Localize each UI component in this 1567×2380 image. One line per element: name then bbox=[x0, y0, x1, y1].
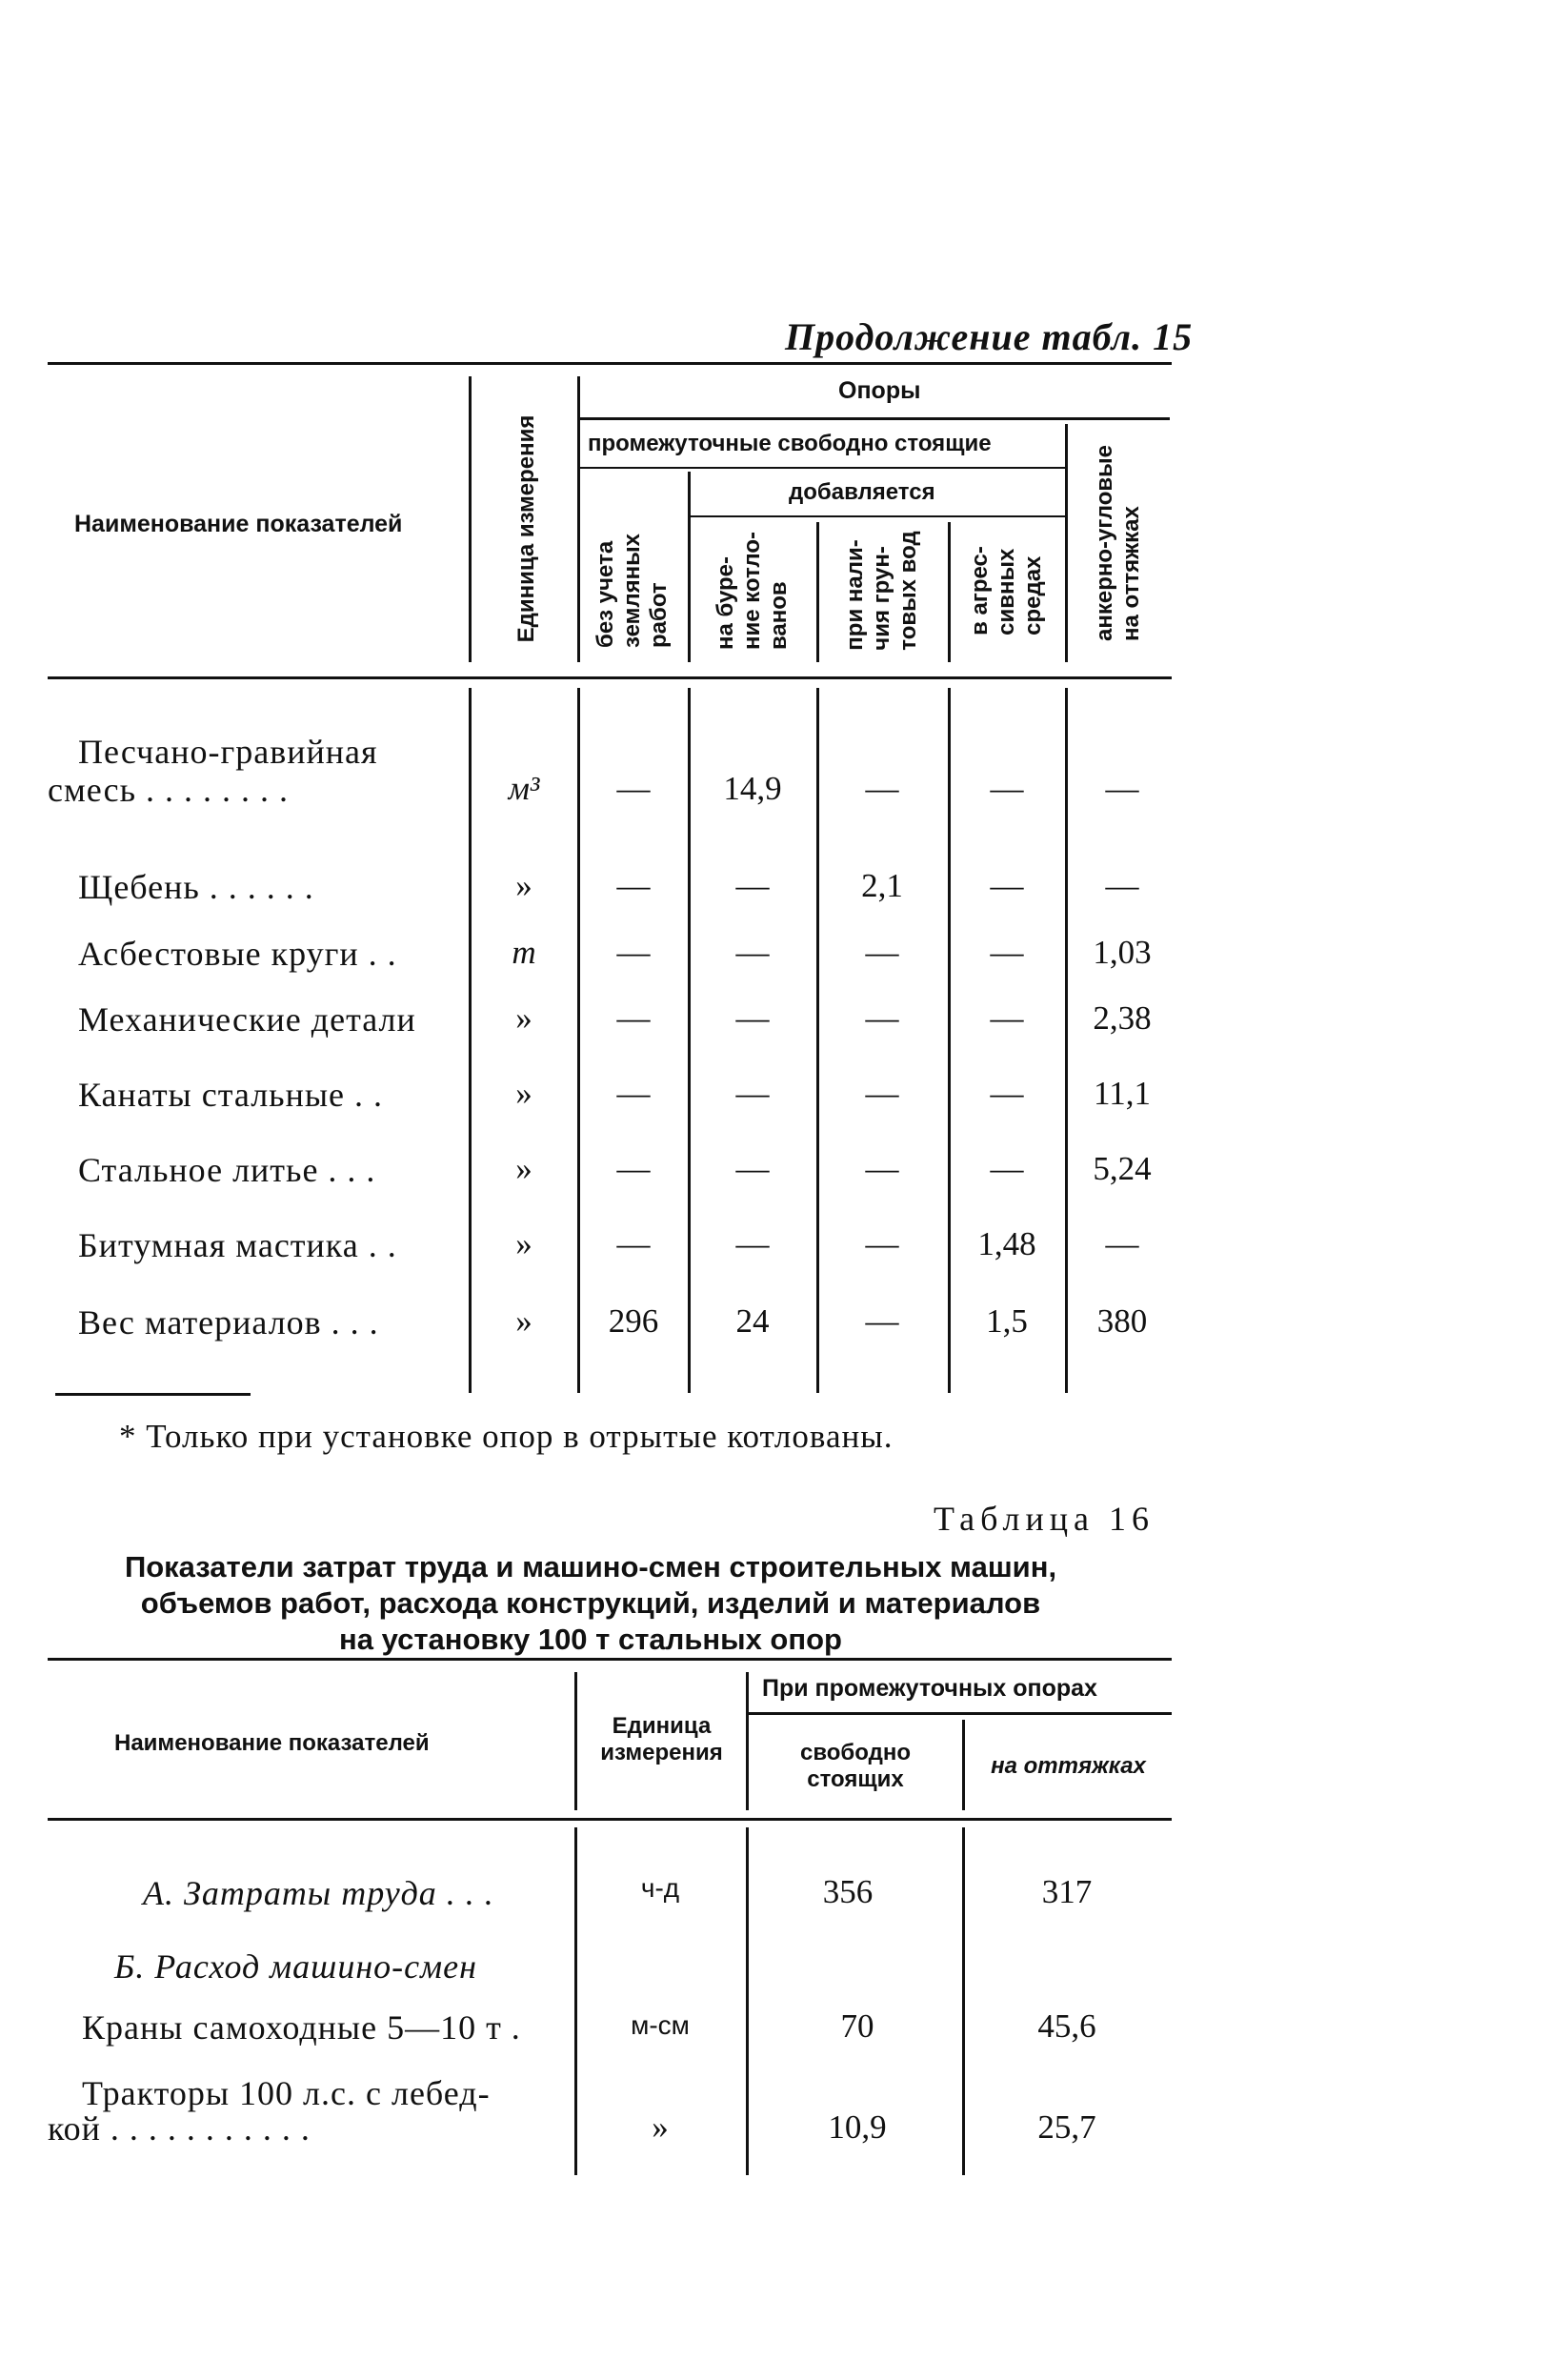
cell: — bbox=[616, 770, 651, 807]
cell: 14,9 bbox=[723, 770, 782, 807]
header-guyed: на оттяжках bbox=[991, 1753, 1146, 1779]
header-intermediate: При промежуточных опорах bbox=[762, 1675, 1097, 1702]
cell-unit: » bbox=[515, 867, 532, 904]
cell: — bbox=[616, 867, 651, 904]
header-vline bbox=[1065, 424, 1068, 662]
footnote-rule bbox=[55, 1393, 251, 1396]
cell: — bbox=[616, 999, 651, 1037]
row-label: Краны самоходные 5—10 т . bbox=[82, 2008, 521, 2047]
cell: — bbox=[990, 1075, 1024, 1112]
cell: — bbox=[865, 934, 899, 971]
cell-unit: » bbox=[515, 1302, 532, 1340]
cell: — bbox=[735, 1075, 770, 1112]
cell-unit: м-см bbox=[631, 2010, 690, 2040]
cell-unit: т bbox=[512, 934, 536, 971]
header-supports: Опоры bbox=[838, 377, 921, 404]
row-label: Асбестовые круги . . bbox=[78, 935, 397, 973]
cell: — bbox=[865, 1225, 899, 1262]
row-label: Стальное литье . . . bbox=[78, 1151, 376, 1189]
cell: — bbox=[616, 1225, 651, 1262]
body-vline bbox=[948, 688, 951, 1393]
row-label: кой . . . . . . . . . . . bbox=[48, 2109, 311, 2148]
cell: — bbox=[865, 1150, 899, 1187]
cell: 2,38 bbox=[1093, 999, 1152, 1037]
cell: 10,9 bbox=[828, 2108, 887, 2146]
row-label: Песчано-гравийная bbox=[78, 733, 378, 771]
cell: — bbox=[865, 1302, 899, 1340]
header-hline bbox=[690, 515, 1065, 517]
header-free: свободно стоящих bbox=[799, 1740, 911, 1792]
cell-unit: » bbox=[515, 1075, 532, 1112]
body-vline bbox=[962, 1827, 965, 2175]
row-label: Канаты стальные . . bbox=[78, 1076, 384, 1114]
row-label: Б. Расход машино-смен bbox=[114, 1947, 477, 1986]
row-label: Тракторы 100 л.с. с лебед- bbox=[82, 2074, 491, 2112]
cell: — bbox=[735, 1150, 770, 1187]
body-vline bbox=[469, 688, 472, 1393]
body-vline bbox=[1065, 688, 1068, 1393]
header-col-aggressive: в агрес- сивных средах bbox=[967, 546, 1046, 635]
body-vline bbox=[574, 1827, 577, 2175]
body-vline bbox=[688, 688, 691, 1393]
cell: — bbox=[735, 1225, 770, 1262]
cell: 25,7 bbox=[1037, 2108, 1096, 2146]
header-bottom-rule bbox=[48, 1818, 1172, 1821]
row-label: Вес материалов . . . bbox=[78, 1303, 379, 1341]
row-label: Механические детали bbox=[78, 1000, 416, 1039]
cell-unit: » bbox=[515, 1225, 532, 1262]
cell: 1,48 bbox=[977, 1225, 1036, 1262]
cell: 1,03 bbox=[1093, 934, 1152, 971]
cell: 24 bbox=[735, 1302, 770, 1340]
body-vline bbox=[746, 1827, 749, 2175]
cell-unit: ч-д bbox=[640, 1873, 680, 1903]
body-vline bbox=[577, 688, 580, 1393]
table-title-line: Показатели затрат труда и машино-смен строительных машин, bbox=[124, 1550, 1057, 1583]
table-top-rule bbox=[48, 1658, 1172, 1661]
cell: — bbox=[616, 1150, 651, 1187]
cell: — bbox=[616, 934, 651, 971]
row-label: Щебень . . . . . . bbox=[78, 868, 314, 906]
cell: — bbox=[1105, 770, 1139, 807]
cell: 380 bbox=[1096, 1302, 1148, 1340]
header-col-no-earthwork: без учета земляных работ bbox=[593, 534, 672, 648]
cell: — bbox=[865, 999, 899, 1037]
cell: — bbox=[735, 867, 770, 904]
row-label: А. Затраты труда . . . bbox=[143, 1874, 494, 1912]
cell: 11,1 bbox=[1094, 1075, 1151, 1112]
cell: 45,6 bbox=[1037, 2007, 1096, 2045]
cell-unit: » bbox=[652, 2108, 669, 2146]
header-bottom-rule bbox=[48, 676, 1172, 679]
header-hline bbox=[579, 467, 1065, 469]
table-top-rule bbox=[48, 362, 1172, 365]
header-col-drilling: на буре- ние котло- ванов bbox=[713, 531, 792, 651]
cell-unit: » bbox=[515, 1150, 532, 1187]
header-col-groundwater: при нали- чия грун- товых вод bbox=[842, 531, 921, 651]
cell: — bbox=[735, 934, 770, 971]
table-title-line: объемов работ, расхода конструкций, изделий и материалов bbox=[140, 1586, 1041, 1620]
cell: 317 bbox=[1041, 1873, 1093, 1910]
cell-unit: м³ bbox=[508, 770, 540, 807]
header-unit: Единица измерения bbox=[600, 1713, 723, 1765]
header-intermediate: промежуточные свободно стоящие bbox=[588, 431, 992, 456]
header-vline bbox=[469, 376, 472, 662]
cell: 1,5 bbox=[986, 1302, 1028, 1340]
row-label: смесь . . . . . . . . bbox=[48, 771, 290, 809]
table-title-line: на установку 100 т стальных опор bbox=[339, 1623, 842, 1656]
header-vline bbox=[948, 522, 951, 662]
header-name: Наименование показателей bbox=[74, 511, 403, 537]
header-hline bbox=[579, 417, 1170, 420]
table-number: Таблица 16 bbox=[934, 1500, 1155, 1538]
cell: — bbox=[990, 770, 1024, 807]
header-name: Наименование показателей bbox=[114, 1730, 430, 1756]
cell: — bbox=[616, 1075, 651, 1112]
header-added: добавляется bbox=[789, 479, 935, 505]
cell: — bbox=[735, 999, 770, 1037]
cell: — bbox=[990, 867, 1024, 904]
body-vline bbox=[816, 688, 819, 1393]
header-col-anchor: анкерно-угловые на оттяжках bbox=[1092, 445, 1144, 641]
row-label: Битумная мастика . . bbox=[78, 1226, 397, 1264]
footnote: * Только при установке опор в отрытые котлованы. bbox=[119, 1418, 894, 1455]
cell-unit: » bbox=[515, 999, 532, 1037]
table-continuation-label: Продолжение табл. 15 bbox=[785, 315, 1194, 358]
cell: 296 bbox=[608, 1302, 659, 1340]
cell: — bbox=[1105, 867, 1139, 904]
cell: — bbox=[990, 1150, 1024, 1187]
header-unit: Единица измерения bbox=[513, 414, 539, 643]
cell: 2,1 bbox=[861, 867, 903, 904]
table-title bbox=[57, 1549, 1124, 1658]
cell: — bbox=[990, 999, 1024, 1037]
cell: — bbox=[990, 934, 1024, 971]
header-vline bbox=[816, 522, 819, 662]
cell: — bbox=[1105, 1225, 1139, 1262]
cell: 70 bbox=[840, 2007, 874, 2045]
cell: — bbox=[865, 1075, 899, 1112]
cell: 356 bbox=[822, 1873, 874, 1910]
header-vline bbox=[688, 472, 691, 662]
cell: — bbox=[865, 770, 899, 807]
header-hline bbox=[749, 1712, 1172, 1715]
cell: 5,24 bbox=[1093, 1150, 1152, 1187]
